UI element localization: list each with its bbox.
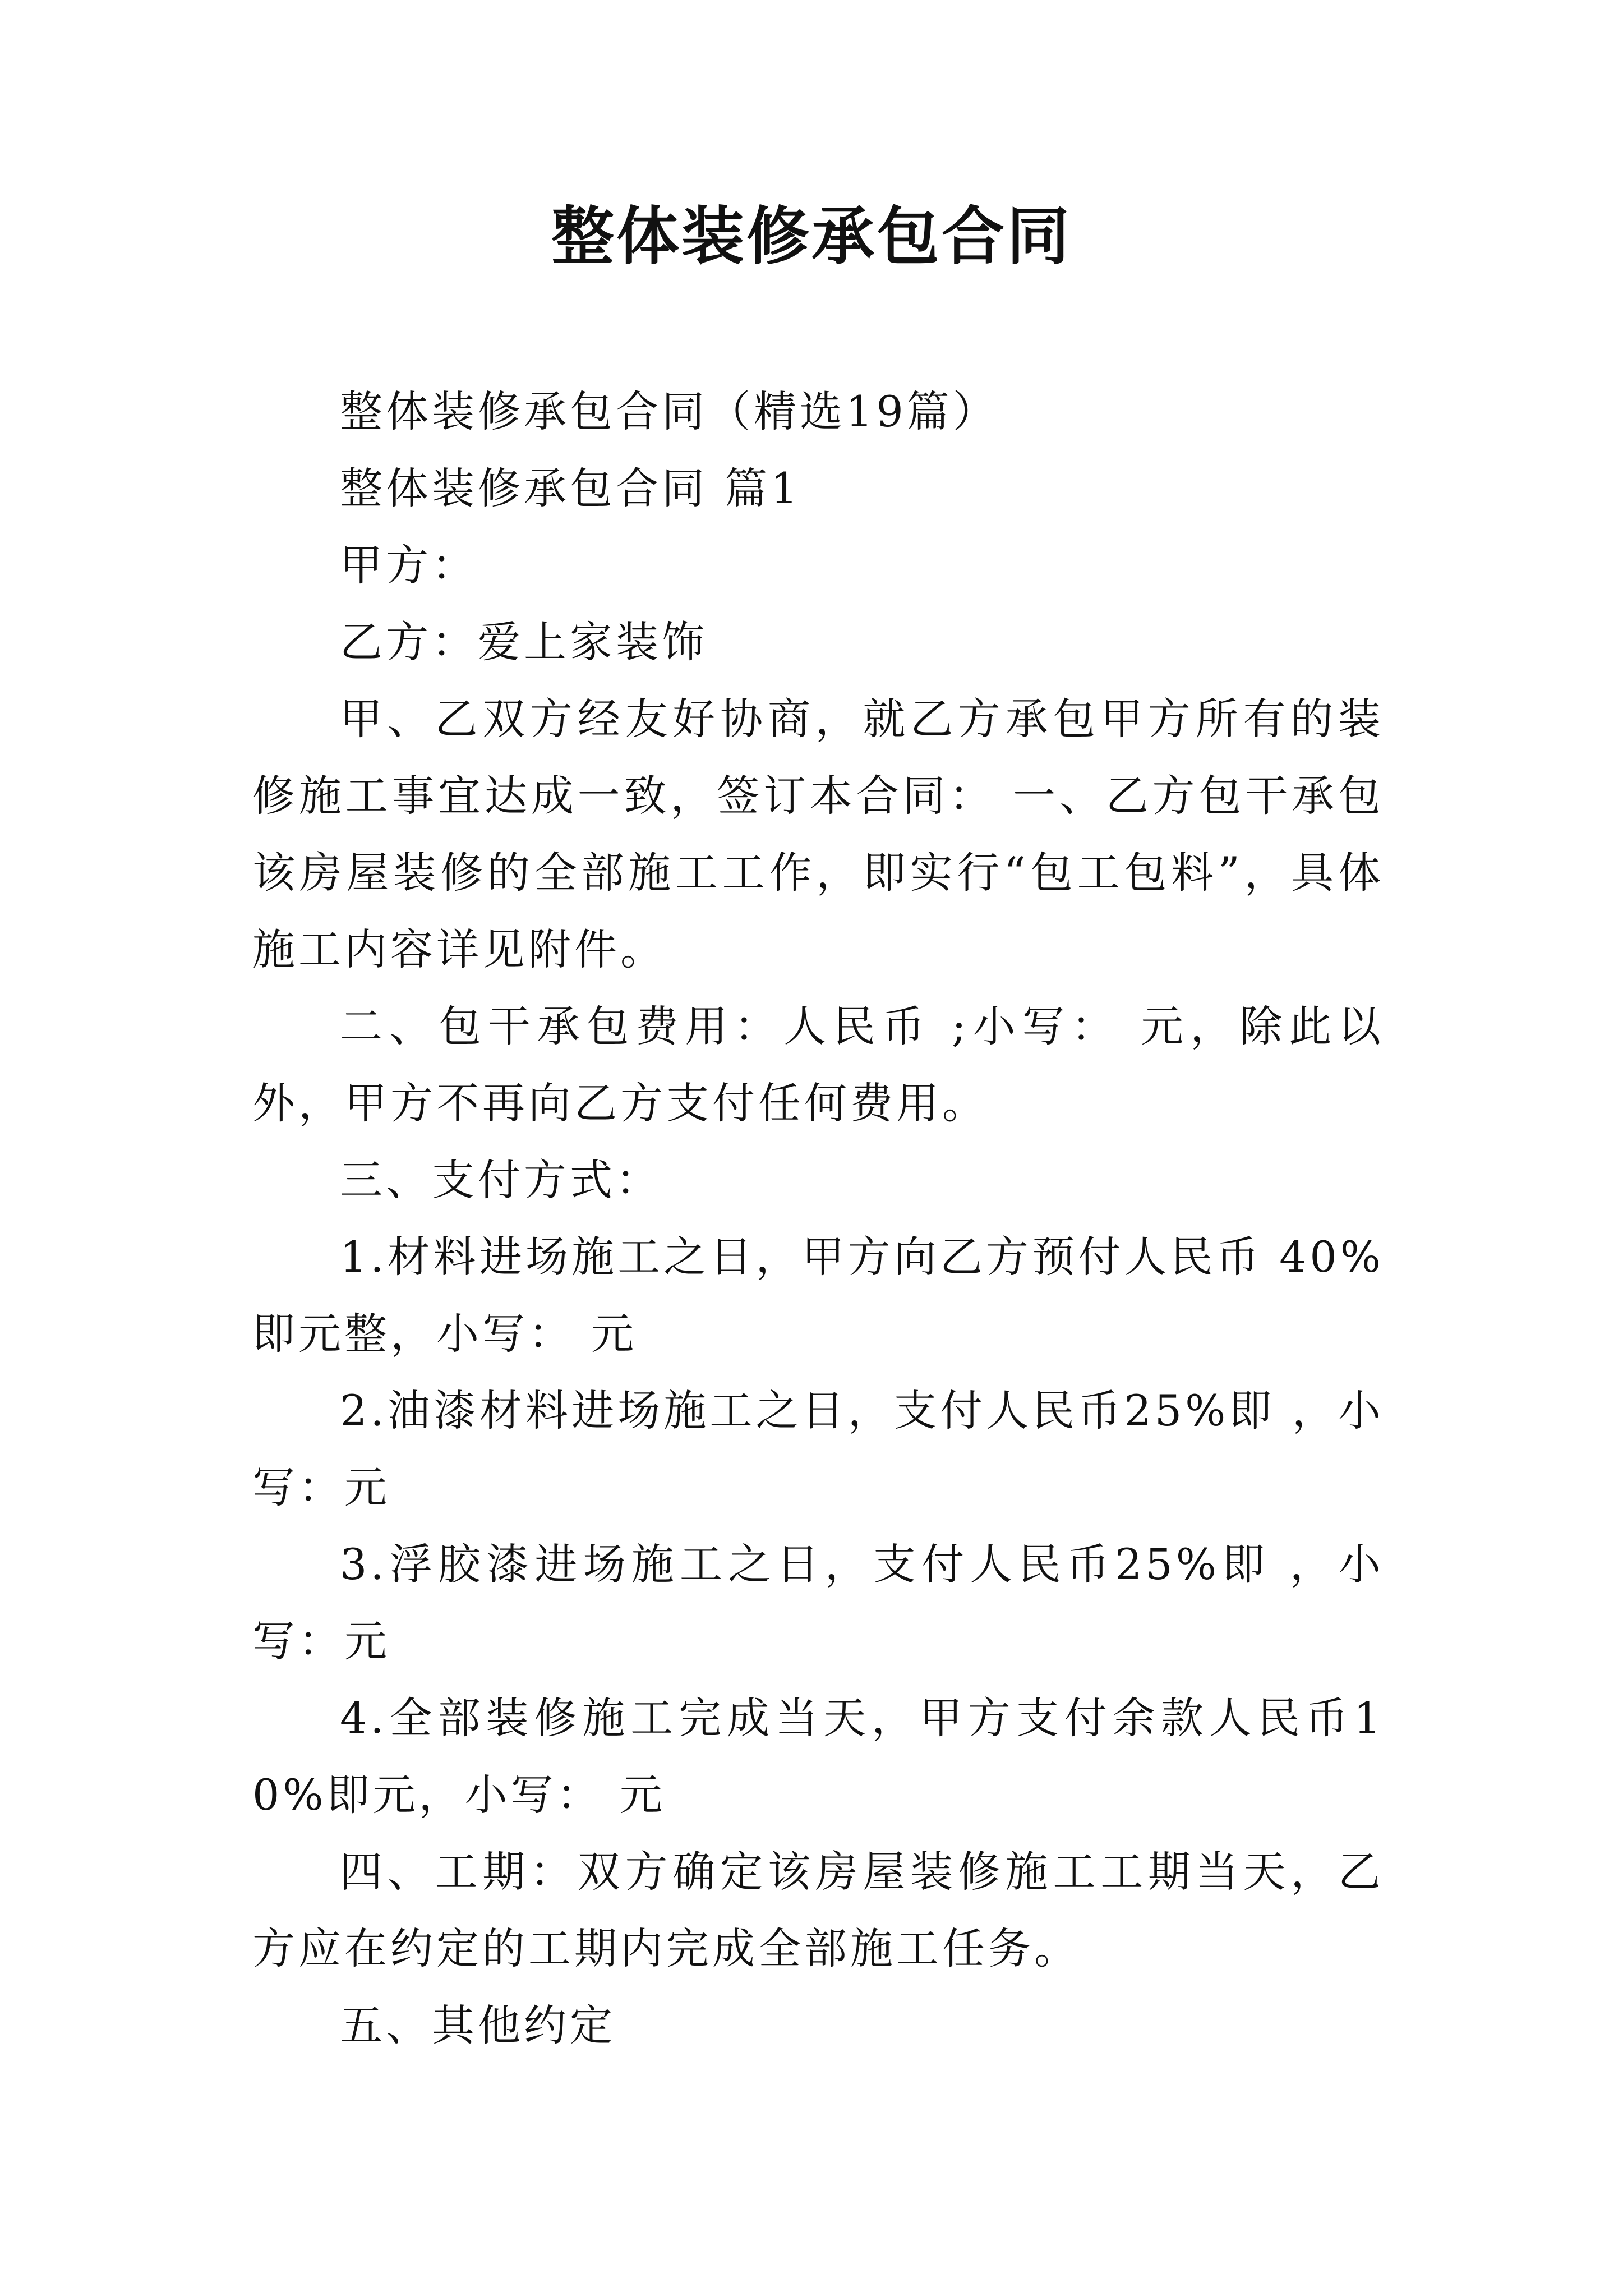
agreement-intro-paragraph: 甲、乙双方经友好协商，就乙方承包甲方所有的装修施工事宜达成一致，签订本合同： 一、乙方包干承包该房屋装修的全部施工工作，即实行“包工包料”，具体施工内容详见附件。 xyxy=(252,694,1384,974)
document-body xyxy=(252,373,1384,2064)
party-b-line: 乙方：爱上家装饰 xyxy=(340,617,708,667)
schedule-paragraph: 四、工期：双方确定该房屋装修施工工期当天，乙方应在约定的工期内完成全部施工任务。 xyxy=(252,1847,1384,1973)
payment-item-1: 1.材料进场施工之日，甲方向乙方预付人民币 40%即元整，小写： 元 xyxy=(252,1232,1384,1359)
contract-fee-paragraph: 二、包干承包费用：人民币 ;小写： 元，除此以外，甲方不再向乙方支付任何费用。 xyxy=(252,1001,1384,1128)
party-a-line: 甲方： xyxy=(340,540,478,590)
other-terms-heading: 五、其他约定 xyxy=(340,2000,616,2050)
section-heading: 整体装修承包合同 篇1 xyxy=(340,463,801,513)
payment-item-3: 3.浮胶漆进场施工之日，支付人民币25%即 ，小写：元 xyxy=(252,1539,1384,1666)
payment-method-heading: 三、支付方式： xyxy=(340,1155,662,1205)
document-title: 整体装修承包合同 xyxy=(551,200,1072,273)
payment-item-2: 2.油漆材料进场施工之日，支付人民币25%即 ，小写：元 xyxy=(252,1386,1384,1512)
payment-item-4: 4.全部装修施工完成当天，甲方支付余款人民币10%即元，小写： 元 xyxy=(252,1693,1384,1820)
subtitle-paragraph: 整体装修承包合同（精选19篇） xyxy=(340,386,999,436)
